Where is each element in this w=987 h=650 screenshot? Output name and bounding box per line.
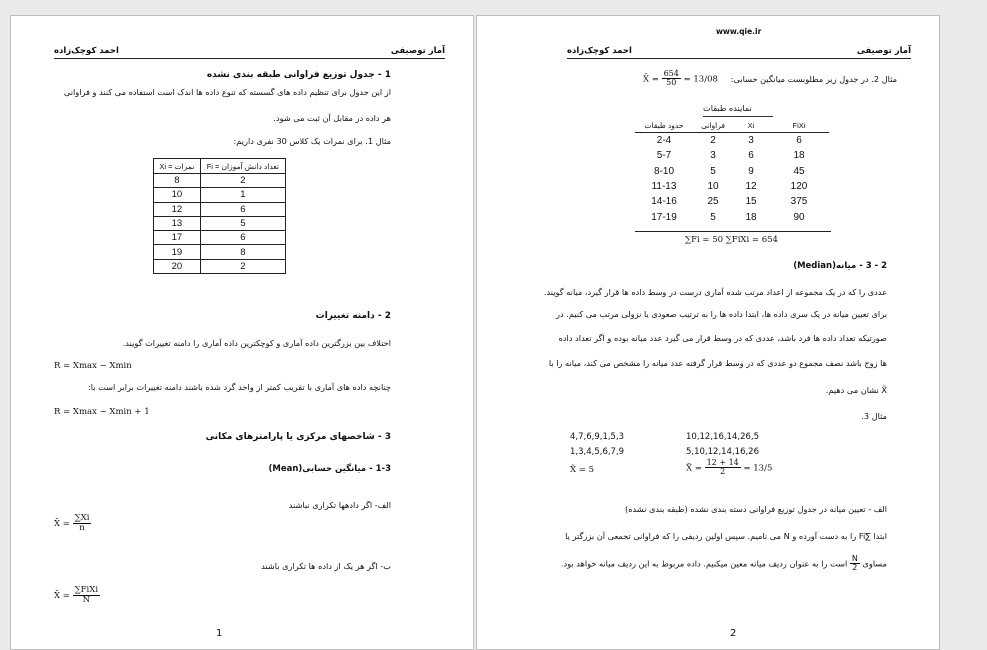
table-row (154, 259, 286, 273)
median-paragraph-line-3: صورتیکه تعداد داده ها فرد باشد، عددی که در وسط قرار می گیرد عدد میانه بوده و اگر تعداد داده (558, 333, 887, 343)
fraction (73, 514, 92, 533)
table-row (635, 209, 829, 224)
section-3-title: 3 - شاخصهای مرکزی یا پارامترهای مکانی (205, 432, 391, 442)
table-row (154, 188, 286, 202)
table-row (154, 174, 286, 188)
table-cell: 5 (710, 165, 716, 177)
case-alef-text: الف- اگر دادهها تکراری نباشند (288, 500, 391, 510)
table-cell: 13 (154, 216, 201, 230)
table-cell: 8 (200, 245, 285, 259)
table-cell: 45 (793, 165, 805, 177)
median-paragraph-line-1: عددی را که در یک مجموعه از اعداد مرتب شده آماری درست در وسط داده ها قرار گیرد، میانه گویند. (543, 287, 887, 297)
page-number: 1 (216, 628, 223, 639)
mean-formula-1 (54, 514, 91, 533)
page-2 (476, 15, 940, 650)
table-row (154, 202, 286, 216)
header-title: آمار توصیفی (856, 46, 911, 56)
fraction (705, 459, 741, 477)
table-cell: 17 (154, 231, 201, 245)
table-row (635, 133, 829, 149)
table-cell: 11-13 (651, 181, 677, 193)
table-cell: 20 (154, 259, 201, 273)
table-cell: 18 (793, 150, 805, 162)
fraction-denominator: 50 (666, 78, 677, 88)
formula-result: = 13/08 (683, 74, 718, 85)
table-cell: 3 (710, 150, 716, 162)
table2-group-header: نماینده طبقات (703, 103, 752, 113)
table-cell: 1 (200, 188, 285, 202)
table-cell: 6 (200, 231, 285, 245)
table-row (635, 164, 829, 179)
fraction (850, 555, 860, 573)
table-cell: 9 (748, 165, 754, 177)
table-cell: 3 (748, 135, 754, 147)
median-paragraph-line-2: برای تعیین میانه در یک سری داده ها، ابتدا داده ها را به ترتیب صعودی یا نزولی مرتب می کنیم. در (556, 309, 887, 319)
site-url: www.qie.ir (716, 27, 762, 36)
section-2-title: 2 - دامنه تغییرات (315, 311, 391, 321)
formula-lhs: X̄ = (643, 74, 659, 85)
table1-header-score: Xi = نمرات (154, 159, 201, 174)
table-cell: 2 (200, 174, 285, 188)
example-3-a-line-2: 1,3,4,5,6,7,9 (570, 447, 625, 457)
table-row (154, 216, 286, 230)
header-rule (54, 58, 445, 59)
table2-group-rule (703, 116, 773, 117)
example-3-a-result: X̃ = 5 (570, 465, 594, 475)
table-row (635, 179, 829, 194)
table-cell: 19 (154, 245, 201, 259)
formula-result: = 13/5 (743, 463, 773, 474)
example-1-text: مثال 1. برای نمرات یک کلاس 30 نفری داریم: (233, 136, 391, 146)
table-cell: 2-4 (656, 135, 672, 147)
table-cell: 15 (745, 196, 757, 208)
table2-bottom-rule (635, 231, 831, 232)
table-cell: 17-19 (651, 211, 677, 223)
fraction (662, 70, 681, 88)
table-cell: 5-7 (656, 150, 672, 162)
fraction-denominator: N (82, 594, 91, 605)
example-3-b-line-2: 5,10,12,14,16,26 (686, 447, 759, 457)
section-2-paragraph-1: اختلاف بین بزرگترین داده آماری و کوچکترین داده آماری را دامنه تغییرات گویند. (122, 338, 391, 348)
table-cell: 90 (793, 211, 805, 223)
case-be-text: ب- اگر هر یک از داده ها تکراری باشند (261, 561, 391, 571)
example-2-formula (643, 70, 718, 88)
example-2-text: مثال 2. در جدول زیر مطلوبست میانگین حسابی: (730, 74, 897, 84)
grouped-frequency-table (635, 119, 829, 225)
formula-lhs: X̄ = (54, 518, 70, 529)
table2-header-fixi: FiXi (792, 121, 806, 130)
section-1-paragraph-line-1: از این جدول برای تنظیم داده های گسسته که تنوع داده ها اندک است استفاده می کنند و فراوانی (63, 87, 391, 97)
table-cell: 12 (154, 202, 201, 216)
header-author: احمد کوچک‌زاده (567, 46, 632, 56)
table-row (154, 245, 286, 259)
median-table-paragraph-line-1: ابتدا ∑Fi را به دست آورده و N می نامیم. سپس اولین ردیفی را که فراوانی تجمعی آن بزرگتر یا (565, 531, 887, 541)
page-number: 2 (730, 628, 737, 639)
table-row (635, 148, 829, 163)
table-cell: 2 (710, 135, 716, 147)
table-cell: 8 (154, 174, 201, 188)
table-cell: 5 (710, 211, 716, 223)
table-cell: 6 (200, 202, 285, 216)
formula-lhs: X̃ = (686, 463, 702, 474)
table-cell: 120 (790, 181, 808, 193)
section-1-paragraph-line-2: هر داده در مقابل آن ثبت می شود. (273, 113, 391, 123)
fraction (73, 586, 100, 605)
example-3-b-line-1: 10,12,16,14,26,5 (686, 432, 759, 442)
table1-header-frequency: Fi = تعداد دانش آموزان (200, 159, 285, 174)
fraction-numerator: ∑FiXi (74, 585, 99, 595)
fraction-numerator: 12 + 14 (706, 458, 739, 467)
section-3-2-title: 2 - 3 - میانه(Median) (793, 261, 887, 271)
table-cell: 375 (790, 196, 808, 208)
example-3-a-line-1: 4,7,6,9,1,5,3 (570, 432, 625, 442)
table-cell: 25 (707, 196, 719, 208)
table-row (635, 194, 829, 209)
table-cell: 10 (154, 188, 201, 202)
formula-lhs: X̄ = (54, 590, 70, 601)
section-1-title: 1 - جدول توزیع فراوانی طبقه بندی نشده (206, 70, 391, 80)
frequency-table (153, 158, 286, 274)
header-rule (567, 58, 911, 59)
table-cell: 18 (745, 211, 757, 223)
fraction-denominator: 2 (720, 467, 726, 477)
table2-header-limits: حدود طبقات (644, 121, 684, 130)
table-cell: 8-10 (653, 165, 674, 177)
section-2-paragraph-2: چنانچه داده های آماری با تقریب کمتر از واحد گرد شده باشند دامنه تغییرات برابر است با: (87, 382, 391, 392)
table-row (154, 231, 286, 245)
page-1 (10, 15, 474, 650)
header-title: آمار توصیفی (390, 46, 445, 56)
table2-header-xi: Xi (747, 121, 755, 130)
median-paragraph-line-4: ها زوج باشد نصف مجموع دو عددی که در وسط قرار گرفته عدد میانه را مشخص می کند، میانه را با (548, 358, 887, 368)
table-cell: 14-16 (651, 196, 677, 208)
table-cell: 10 (707, 181, 719, 193)
range-formula-2: R = Xmax − Xmin + 1 (54, 407, 150, 417)
table-cell: 5 (200, 216, 285, 230)
example-3-b-formula (686, 459, 772, 477)
text-run: مساوی (862, 558, 887, 569)
median-paragraph-line-5: X̃ نشان می دهیم. (825, 385, 887, 395)
fraction-numerator: ∑Xi (74, 513, 90, 523)
text-run: است را به عنوان ردیف میانه معین میکنیم. داده مربوط به این ردیف میانه خواهد بود. (560, 558, 848, 569)
fraction-numerator: 654 (663, 69, 679, 78)
range-formula-1: R = Xmax − Xmin (54, 361, 132, 371)
section-3-1-title: 1-3 - میانگین حسابی(Mean) (268, 464, 391, 474)
table-cell: 6 (796, 135, 802, 147)
table2-header-frequency: فراوانی (701, 121, 725, 130)
mean-formula-2 (54, 586, 100, 605)
example-3-label: مثال 3. (861, 411, 887, 421)
fraction-numerator: N (851, 554, 858, 563)
case-alef-median: الف - تعیین میانه در جدول توزیع فراوانی دسته بندی نشده (طبقه بندی نشده) (625, 504, 887, 514)
fraction-denominator: 2 (852, 563, 858, 573)
header-author: احمد کوچک‌زاده (54, 46, 119, 56)
fraction-denominator: n (79, 522, 85, 533)
table2-sum-line: ∑Fi = 50 ∑FiXi = 654 (685, 235, 778, 245)
table-cell: 12 (745, 181, 757, 193)
table-cell: 2 (200, 259, 285, 273)
median-table-paragraph-line-2 (561, 555, 887, 573)
table-cell: 6 (748, 150, 754, 162)
